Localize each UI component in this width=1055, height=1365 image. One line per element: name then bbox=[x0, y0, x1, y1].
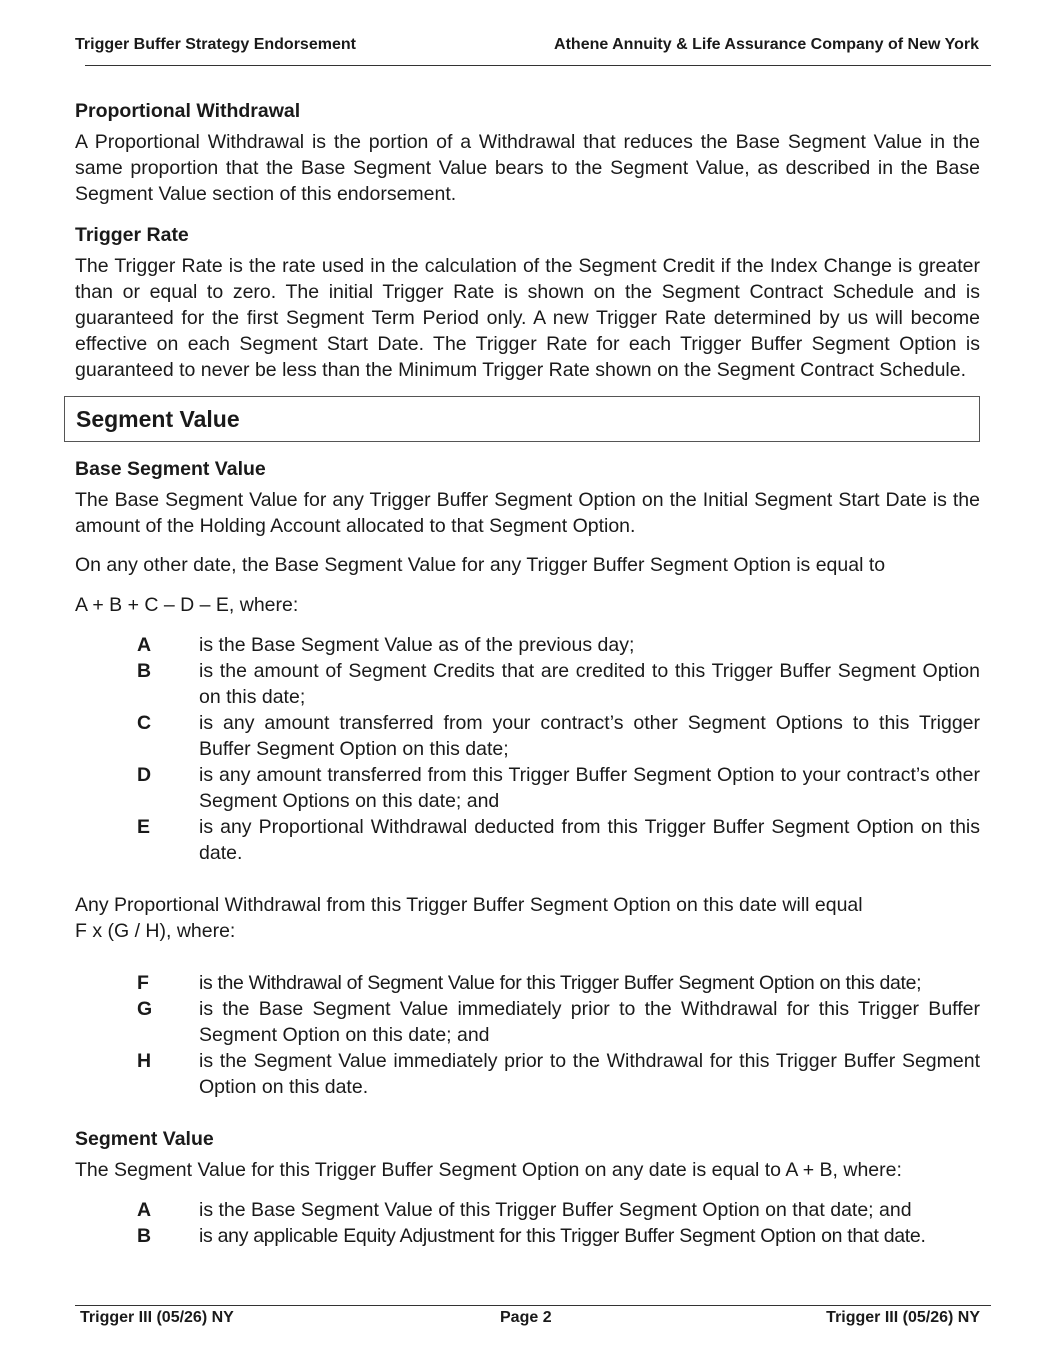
base-segment-value-para2: On any other date, the Base Segment Value for any Trigger Buffer Segment Option is equal to bbox=[75, 554, 886, 576]
document-body bbox=[75, 98, 980, 1249]
definition-letter: F bbox=[137, 972, 149, 994]
withdrawal-formula-line2: F x (G / H), where: bbox=[75, 920, 236, 942]
segment-value-text: The Segment Value for this Trigger Buffer Segment Option on any date is equal to A + B, where: bbox=[75, 1159, 902, 1181]
definition-row bbox=[75, 1197, 980, 1223]
segment-value-definitions bbox=[75, 1197, 980, 1249]
trigger-rate-text: The Trigger Rate is the rate used in the calculation of the Segment Credit if the Index Change is greater than or equal to zero. The initial Trigger Rate is shown on the Segment Contract Schedule and is guaranteed for the first Segment Term Period only. A new Trigger Rate determined by us will become effective on each Segment Start Date. The Trigger Rate for each Trigger Buffer Segment Option is guaranteed to never be less than the Minimum Trigger Rate shown on the Segment Contract Schedule. bbox=[75, 255, 980, 381]
definition-letter: A bbox=[137, 634, 152, 656]
header-company: Athene Annuity & Life Assurance Company of New York bbox=[554, 36, 979, 53]
definition-letter: B bbox=[137, 1225, 152, 1247]
definition-letter: D bbox=[137, 764, 152, 786]
header-divider bbox=[85, 65, 991, 66]
definition-letter: G bbox=[137, 998, 153, 1020]
trigger-rate-section bbox=[75, 222, 980, 383]
withdrawal-definitions bbox=[75, 970, 980, 1100]
definition-letter: H bbox=[137, 1050, 152, 1072]
base-segment-value-para1: The Base Segment Value for any Trigger Buffer Segment Option on the Initial Segment Start Date is the amount of the Holding Account allocated to that Segment Option. bbox=[75, 489, 980, 537]
definition-row bbox=[75, 632, 980, 658]
definition-text: is the Base Segment Value of this Trigger Buffer Segment Option on that date; and bbox=[199, 1199, 912, 1221]
definition-letter: B bbox=[137, 660, 152, 682]
proportional-withdrawal-text: A Proportional Withdrawal is the portion of a Withdrawal that reduces the Base Segment Value in the same proportion that the Base Segment Value bears to the Segment Value, as described in the Base Segment Value section of this endorsement. bbox=[75, 131, 980, 205]
definition-row bbox=[75, 970, 980, 996]
definition-letter: A bbox=[137, 1199, 152, 1221]
definition-text: is the Withdrawal of Segment Value for this Trigger Buffer Segment Option on this date; bbox=[199, 972, 922, 994]
definition-letter: C bbox=[137, 712, 152, 734]
definition-text: is the Base Segment Value immediately prior to the Withdrawal for this Trigger Buffer Segment Option on this date; and bbox=[199, 998, 980, 1046]
page-header bbox=[75, 36, 979, 54]
definition-text: is any applicable Equity Adjustment for this Trigger Buffer Segment Option on that date. bbox=[199, 1225, 926, 1247]
definition-row bbox=[75, 658, 980, 710]
proportional-withdrawal-heading: Proportional Withdrawal bbox=[75, 100, 301, 122]
definition-row bbox=[75, 1048, 980, 1100]
definition-text: is the Segment Value immediately prior to the Withdrawal for this Trigger Buffer Segment Option on this date. bbox=[199, 1050, 980, 1098]
footer-divider bbox=[75, 1305, 991, 1306]
definition-row bbox=[75, 1223, 980, 1249]
segment-value-subsection bbox=[75, 1126, 980, 1249]
trigger-rate-heading: Trigger Rate bbox=[75, 224, 189, 246]
definition-row bbox=[75, 762, 980, 814]
base-segment-value-heading: Base Segment Value bbox=[75, 458, 266, 480]
definition-row bbox=[75, 710, 980, 762]
definition-text: is any Proportional Withdrawal deducted from this Trigger Buffer Segment Option on this date. bbox=[199, 816, 980, 864]
header-doc-title: Trigger Buffer Strategy Endorsement bbox=[75, 36, 356, 53]
withdrawal-formula-line1: Any Proportional Withdrawal from this Trigger Buffer Segment Option on this date will equal bbox=[75, 894, 863, 916]
segment-value-heading: Segment Value bbox=[75, 1128, 214, 1150]
footer-form-number-right: Trigger III (05/26) NY bbox=[826, 1309, 980, 1326]
definition-row bbox=[75, 996, 980, 1048]
proportional-withdrawal-section bbox=[75, 98, 980, 207]
definition-row bbox=[75, 814, 980, 866]
definition-letter: E bbox=[137, 816, 151, 838]
base-segment-value-section bbox=[75, 456, 980, 1100]
footer-page-number: Page 2 bbox=[500, 1309, 552, 1326]
footer-form-number-left: Trigger III (05/26) NY bbox=[80, 1309, 234, 1326]
definition-text: is the Base Segment Value as of the previous day; bbox=[199, 634, 635, 656]
segment-value-section-title: Segment Value bbox=[64, 396, 980, 442]
base-segment-definitions bbox=[75, 632, 980, 866]
definition-text: is any amount transferred from your contract’s other Segment Options to this Trigger Buffer Segment Option on this date; bbox=[199, 712, 980, 760]
base-segment-value-formula: A + B + C – D – E, where: bbox=[75, 594, 299, 616]
definition-text: is the amount of Segment Credits that are credited to this Trigger Buffer Segment Option on this date; bbox=[199, 660, 980, 708]
definition-text: is any amount transferred from this Trigger Buffer Segment Option to your contract’s other Segment Options on this date; and bbox=[199, 764, 980, 812]
